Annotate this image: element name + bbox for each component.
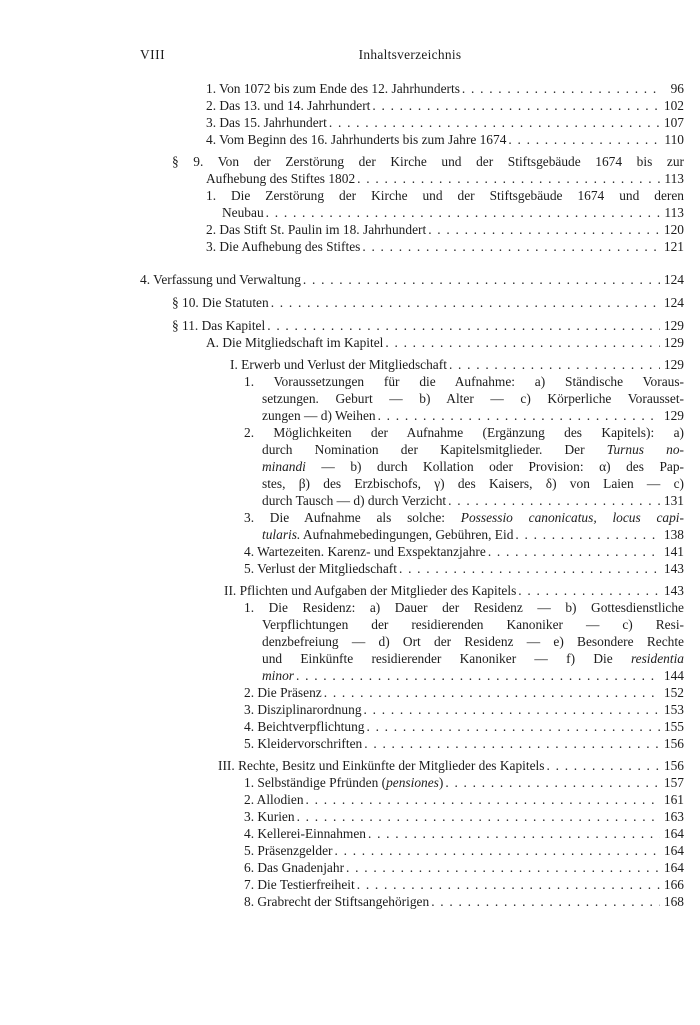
toc-entry: [244, 774, 684, 791]
dot-leader: [297, 808, 660, 825]
toc-page-number: 156: [663, 736, 684, 751]
toc-entry: [172, 294, 684, 311]
dot-leader: [518, 582, 660, 599]
toc-page-number: 129: [663, 318, 684, 333]
toc-entry-title: 2. Allodien: [244, 792, 304, 807]
toc-line-text: 1. Voraussetzungen für die Aufnahme: a) Ständische Voraus-: [244, 374, 684, 389]
toc-page-number: 156: [663, 758, 684, 773]
dot-leader: [449, 356, 660, 373]
dot-leader: [431, 893, 660, 910]
toc-line-text: 1. Die Zerstörung der Kirche und der Stiftsgebäude 1674 und deren: [206, 188, 684, 203]
toc-entry-title: 5. Kleidervorschriften: [244, 736, 363, 751]
toc-entry: [222, 204, 684, 221]
dot-leader: [357, 170, 660, 187]
dot-leader: [357, 876, 660, 893]
toc-entry-title: A. Die Mitgliedschaft im Kapitel: [206, 335, 384, 350]
dot-leader: [335, 842, 661, 859]
toc-entry-title: 2. Die Präsenz: [244, 685, 322, 700]
toc-line-text: durch Nomination der Kapitelsmitglieder. Der Turnus no-: [262, 442, 685, 457]
toc-page-number: 161: [663, 792, 684, 807]
toc-entry-title: II. Pflichten und Aufgaben der Mitglieder des Kapitels: [224, 583, 517, 598]
toc-page-number: 153: [663, 702, 684, 717]
toc-entry-title: 5. Präsenzgelder: [244, 843, 333, 858]
dot-leader: [303, 271, 660, 288]
toc-page-number: 129: [663, 335, 684, 350]
toc-page-number: 164: [663, 843, 684, 858]
toc-entry: [206, 170, 684, 187]
toc-entry-title: 4. Wartezeiten. Karenz- und Exspektanzjahre: [244, 544, 486, 559]
toc-entry: [262, 492, 684, 509]
toc-entry: [262, 667, 684, 684]
toc-page-number: 168: [663, 894, 684, 909]
toc-page-number: 113: [664, 171, 684, 186]
dot-leader: [271, 294, 660, 311]
toc-page-number: 129: [663, 357, 684, 372]
toc-text-line: [262, 441, 684, 458]
page-header: [140, 47, 680, 65]
toc-entry-title: III. Rechte, Besitz und Einkünfte der Mitglieder des Kapitels: [218, 758, 545, 773]
toc-page-number: 164: [663, 826, 684, 841]
toc-entry-title: durch Tausch — d) durch Verzicht: [262, 493, 447, 508]
toc-line-text: 1. Die Residenz: a) Dauer der Residenz — b) Gottesdienstliche: [244, 600, 684, 615]
toc-entry: [206, 221, 684, 238]
toc-entry: [244, 842, 684, 859]
toc-entry-title: I. Erwerb und Verlust der Mitgliedschaft: [230, 357, 447, 372]
dot-leader: [462, 80, 660, 97]
toc-entry: [262, 526, 684, 543]
toc-text-line: [172, 153, 684, 170]
dot-leader: [488, 543, 660, 560]
toc-entry: [244, 718, 684, 735]
toc-entry-title: 2. Das 13. und 14. Jahrhundert: [206, 98, 371, 113]
toc-entry-title: zungen — d) Weihen: [262, 408, 376, 423]
toc-entry: [244, 701, 684, 718]
toc-page-number: 124: [663, 272, 684, 287]
toc-entry: [244, 735, 684, 752]
toc-page-number: 120: [663, 222, 684, 237]
toc-entry-title: 3. Die Aufhebung des Stiftes: [206, 239, 361, 254]
dot-leader: [364, 701, 660, 718]
dot-leader: [445, 774, 660, 791]
dot-leader: [324, 684, 660, 701]
toc-line-text: Verpflichtungen der residierenden Kanoniker — c) Resi-: [262, 617, 684, 632]
toc-page-number: 155: [663, 719, 684, 734]
dot-leader: [306, 791, 660, 808]
toc-page-number: 113: [664, 205, 684, 220]
toc-entry: [244, 791, 684, 808]
toc-entry: [206, 131, 684, 148]
toc-entry-title: § 11. Das Kapitel: [172, 318, 266, 333]
dot-leader: [329, 114, 660, 131]
toc-entry: [206, 334, 684, 351]
dot-leader: [448, 492, 660, 509]
toc-entry-title: Neubau: [222, 205, 264, 220]
toc-entry: [230, 356, 684, 373]
toc-line-text: 2. Möglichkeiten der Aufnahme (Ergänzung des Kapitels): a): [244, 425, 684, 440]
toc-entry-title: 6. Das Gnadenjahr: [244, 860, 345, 875]
toc-line-text: stes, β) des Erzbischofs, γ) des Kaisers, δ) von Laien — c): [262, 476, 684, 491]
toc-page-number: 157: [663, 775, 684, 790]
dot-leader: [267, 317, 660, 334]
toc-entry: [244, 876, 684, 893]
toc-page-number: 152: [663, 685, 684, 700]
toc-entry-title: minor: [262, 668, 294, 683]
toc-text-line: [262, 458, 684, 475]
toc-entry: [206, 80, 684, 97]
dot-leader: [515, 526, 660, 543]
toc-page-number: 124: [663, 295, 684, 310]
toc-text-line: [244, 509, 684, 526]
toc-page-number: 102: [663, 98, 684, 113]
toc-page-number: 96: [670, 81, 684, 96]
running-title: Inhaltsverzeichnis: [358, 47, 462, 62]
toc-page-number: 141: [663, 544, 684, 559]
toc-page-number: 129: [663, 408, 684, 423]
toc-page-number: 166: [663, 877, 684, 892]
toc-entry: [244, 859, 684, 876]
toc-entry-title: 3. Kurien: [244, 809, 295, 824]
dot-leader: [364, 735, 660, 752]
toc-entry-title: 8. Grabrecht der Stiftsangehörigen: [244, 894, 430, 909]
toc-line-text: denzbefreiung — d) Ort der Residenz — e) Besondere Rechte: [262, 634, 684, 649]
dot-leader: [428, 221, 660, 238]
dot-leader: [368, 825, 660, 842]
dot-leader: [385, 334, 660, 351]
toc-page-number: 143: [663, 583, 684, 598]
page-number: VIII: [140, 47, 166, 62]
toc-page-number: 138: [663, 527, 684, 542]
toc-entry-title: 3. Das 15. Jahrhundert: [206, 115, 327, 130]
toc-text-line: [244, 373, 684, 390]
dot-leader: [508, 131, 660, 148]
toc-entry: [244, 808, 684, 825]
toc-page-number: 163: [663, 809, 684, 824]
toc-text-line: [206, 187, 684, 204]
toc-entry-title: 4. Kellerei-Einnahmen: [244, 826, 366, 841]
toc-entry: [244, 893, 684, 910]
toc-entry-title: tularis. Aufnahmebedingungen, Gebühren, Eid: [262, 527, 514, 542]
toc-entry: [140, 271, 684, 288]
toc-entry: [172, 317, 684, 334]
toc-text-line: [244, 599, 684, 616]
toc-entry-title: 5. Verlust der Mitgliedschaft: [244, 561, 397, 576]
toc-line-text: und Einkünfte residierender Kanoniker — f) Die residentia: [262, 651, 684, 666]
toc-page-number: 144: [663, 668, 684, 683]
toc-line-text: minandi — b) durch Kollation oder Provision: α) des Pap-: [262, 459, 684, 474]
toc-entry-title: 7. Die Testierfreiheit: [244, 877, 355, 892]
toc-entry-title: 4. Verfassung und Verwaltung: [140, 272, 301, 287]
toc-page-number: 121: [663, 239, 684, 254]
dot-leader: [372, 97, 660, 114]
dot-leader: [362, 238, 660, 255]
toc-line-text: 3. Die Aufnahme als solche: Possessio canonicatus, locus capi-: [244, 510, 684, 525]
toc-entry-title: 1. Von 1072 bis zum Ende des 12. Jahrhunderts: [206, 81, 460, 96]
toc-text-line: [244, 424, 684, 441]
toc-entry-title: 4. Beichtverpflichtung: [244, 719, 365, 734]
toc-entry: [244, 825, 684, 842]
toc-text-line: [262, 475, 684, 492]
toc-entry: [262, 407, 684, 424]
toc-page-number: 164: [663, 860, 684, 875]
toc-page-number: 131: [663, 493, 684, 508]
toc-entry-title: § 10. Die Statuten: [172, 295, 269, 310]
dot-leader: [296, 667, 660, 684]
toc-text-line: [262, 633, 684, 650]
toc-entry: [218, 757, 684, 774]
toc-line-text: § 9. Von der Zerstörung der Kirche und der Stiftsgebäude 1674 bis zur: [172, 154, 684, 169]
toc-page-number: 107: [663, 115, 684, 130]
toc-entry: [206, 114, 684, 131]
toc-entry-title: 4. Vom Beginn des 16. Jahrhunderts bis zum Jahre 1674: [206, 132, 507, 147]
toc-page-number: 110: [664, 132, 684, 147]
toc-entry-title: 1. Selbständige Pfründen (pensiones): [244, 775, 444, 790]
dot-leader: [366, 718, 660, 735]
toc-entry: [206, 238, 684, 255]
toc-entry: [244, 543, 684, 560]
toc-entry-title: 2. Das Stift St. Paulin im 18. Jahrhundert: [206, 222, 427, 237]
toc-text-line: [262, 390, 684, 407]
dot-leader: [346, 859, 660, 876]
dot-leader: [399, 560, 660, 577]
toc-page-number: 143: [663, 561, 684, 576]
dot-leader: [378, 407, 660, 424]
dot-leader: [547, 757, 661, 774]
toc-text-line: [262, 616, 684, 633]
toc-entry: [206, 97, 684, 114]
toc-entry-title: Aufhebung des Stiftes 1802: [206, 171, 356, 186]
dot-leader: [266, 204, 660, 221]
toc-entry: [244, 560, 684, 577]
toc-entry: [224, 582, 684, 599]
toc-entry: [244, 684, 684, 701]
toc-line-text: setzungen. Geburt — b) Alter — c) Körperliche Vorausset-: [262, 391, 684, 406]
toc-entry-title: 3. Disziplinarordnung: [244, 702, 362, 717]
toc-text-line: [262, 650, 684, 667]
